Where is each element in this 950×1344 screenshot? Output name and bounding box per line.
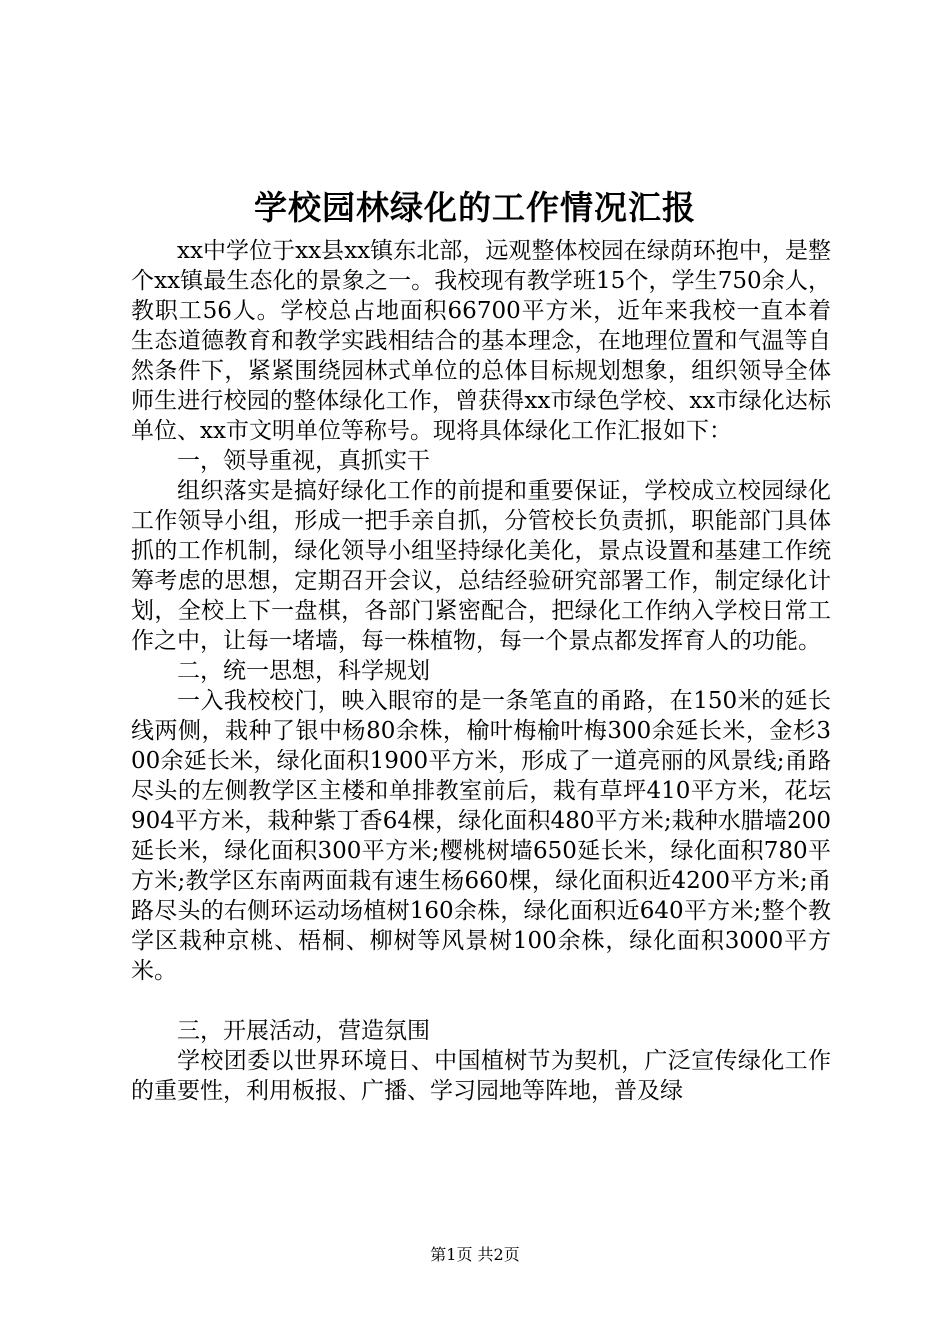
page-footer: 第1页 共2页 <box>430 1245 520 1264</box>
section-1-paragraph: 组织落实是搞好绿化工作的前提和重要保证，学校成立校园绿化工作领导小组，形成一把手亲自抓，分管校长负责抓，职能部门具体抓的工作机制，绿化领导小组坚持绿化美化，景点设置和基建工作统筹考虑的思想，定期召开会议，总结经验研究部署工作，制定绿化计划，全校上下一盘棋，各部门紧密配合，把绿化工作纳入学校日常工作之中，让每一堵墙，每一株植物，每一个景点都发挥育人的功能。 <box>131 478 831 654</box>
intro-paragraph: xx中学位于xx县xx镇东北部，远观整体校园在绿荫环抱中，是整个xx镇最生态化的景象之一。我校现有教学班15个，学生750余人，教职工56人。学校总占地面积66700平方米，近年来我校一直本着生态道德教育和教学实践相结合的基本理念，在地理位置和气温等自然条件下，紧紧围绕园林式单位的总体目标规划想象，组织领导全体师生进行校园的整体绿化工作，曾获得xx市绿色学校、xx市绿化达标单位、xx市文明单位等称号。现将具体绿化工作汇报如下： <box>131 238 831 444</box>
section-3-heading: 三，开展活动，营造氛围 <box>177 1018 430 1044</box>
document-body <box>131 236 831 1106</box>
section-2-heading: 二，统一思想，科学规划 <box>177 658 430 684</box>
section-3-paragraph: 学校团委以世界环境日、中国植树节为契机，广泛宣传绿化工作的重要性，利用板报、广播、学习园地等阵地，普及绿 <box>131 1048 831 1104</box>
page-title: 学校园林绿化的工作情况汇报 <box>254 188 696 227</box>
section-1-heading: 一，领导重视，真抓实干 <box>177 448 430 474</box>
section-2-paragraph: 一入我校校门，映入眼帘的是一条笔直的甬路，在150米的延长线两侧，栽种了银中杨80余株，榆叶梅榆叶梅300余延长米，金杉300余延长米，绿化面积1900平方米，形成了一道亮丽的风景线;甬路尽头的左侧教学区主楼和单排教室前后，栽有草坪410平方米，花坛904平方米，栽种紫丁香64棵，绿化面积480平方米;栽种水腊墙200延长米，绿化面积300平方米;樱桃树墙650延长米，绿化面积780平方米;教学区东南两面栽有速生杨660棵，绿化面积近4200平方米;甬路尽头的右侧环运动场植树160余株，绿化面积近640平方米;整个教学区栽种京桃、梧桐、柳树等风景树100余株，绿化面积3000平方米。 <box>131 688 831 984</box>
paragraph-gap <box>131 986 831 1016</box>
